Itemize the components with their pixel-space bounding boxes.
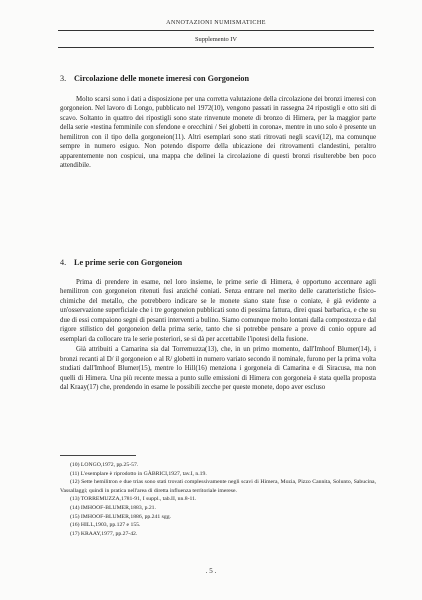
section-heading (60, 258, 376, 267)
footnote: (10) LONGO,1972, pp.25-57. (70, 462, 139, 468)
footnote: (14) IMHOOF-BLUMER,1883, p.21. (70, 504, 156, 511)
section-number: 3. (60, 74, 67, 83)
page-header (58, 20, 374, 48)
section-title: Circolazione delle monete imeresi con Gorgoneion (74, 74, 250, 83)
footnotes (60, 455, 376, 538)
paragraph: Già attribuiti a Camarina sia dal Torremuzza(13), che, in un primo momento, dall'Imhoof Blumer(14), i bronzi recanti al D/ il gorgoneion e al R/ globetti in numero variato secondo il nominale, furono per la prima volta studiati dall'Imhoof Blumer(15), mentre lo Hill(16) menziona i gorgoneia di Camarina e di Siracusa, ma non quelli di Himera. Una più recente messa a punto sulle emissioni di Himera con gorgoneia è stata quella proposta dal Kraay(17) che, prendendo in esame le possibili zecche per queste monete, dopo aver escluso (60, 346, 376, 391)
footnote: (13) TORREMUZZA,1781-91, I suppl., tab.II, nn.8-11. (70, 496, 197, 503)
main-content (60, 74, 376, 391)
footnote: (11) L'esemplare è riprodotto in GÀBRICI,1927, tav.I, n.19. (70, 470, 207, 477)
footnote: (16) HILL,1903, pp.127 e 155. (70, 522, 141, 529)
section-prime-serie (60, 258, 376, 392)
footnote-divider (60, 455, 136, 456)
section-title: Le prime serie con Gorgoneion (74, 258, 183, 267)
page-number: . 5 . (205, 567, 217, 575)
paragraph: Prima di prendere in esame, nel loro insieme, le prime serie di Himera, è opportuno accennare agli hemilitron con gorgoneion ritenuti fusi anziché coniati. Senza entrare nel merito delle caratteristiche fisico-chimiche del metallo, che potrebbero indicare se le monete siano state fuse o coniate, è già evidente a un'osservazione superficiale che i tre gorgoneion pubblicati sono di pessima fattura, direi quasi barbarica, e che su due di essi compaiono segni di pesanti interventi a bulino. Siamo comunque molto lontani dalla compostezza e dal rigore stilistico del gorgoneion della prima serie, tanto che si potrebbe pensare a prove di conio oppure ad esemplari da collocare tra le serie posteriori, se si dà per accettabile l'ipotesi della fusione. (60, 279, 376, 343)
footnote: (17) KRAAY,1977, pp.27-42. (70, 530, 138, 537)
footnote: (12) Sette hemilitron e due trias sono stati trovati complessivamente negli scavi di Himera, Mozia, Pizzo Cannita, Soluntо, Sabucina, Vassallaggi; quindi in pratica nell'area di diretta influenza territoriale imerese. (60, 479, 376, 494)
supplement-label: Supplemento IV (58, 36, 374, 48)
section-circolazione (60, 74, 376, 171)
section-heading (60, 74, 376, 83)
section-number: 4. (60, 258, 67, 267)
paragraph: Molto scarsi sono i dati a disposizione per una corretta valutazione della circolazione dei bronzi imeresi con gorgoneion. Nel lavoro di Longo, pubblicato nel 1972(10), vengono passati in rassegna 24 ripostigli e otto siti di scavo. Soltanto in quattro dei ripostigli sono state rinvenute monete di bronzo di Himera, per la maggior parte della serie «testina femminile con sfendone e orecchini / Sei globetti in corona», mentre in uno solo è presente un hemilitron con il tipo della gorgoneion(11). Altri esemplari sono stati ritrovati negli scavi(12), ma comunque sempre in numero esiguo. Non potendo disporre della ubicazione dei ritrovamenti clandestini, peraltro apparentemente non cospicui, una mappa che delinei la circolazione di questi bronzi risulterebbe ben poco attendibile. (60, 96, 376, 170)
footnote: (15) IMHOOF-BLUMER,1886, pp.241 sgg. (70, 513, 171, 520)
running-title: ANNOTAZIONI NUMISMATICHE (58, 20, 374, 31)
